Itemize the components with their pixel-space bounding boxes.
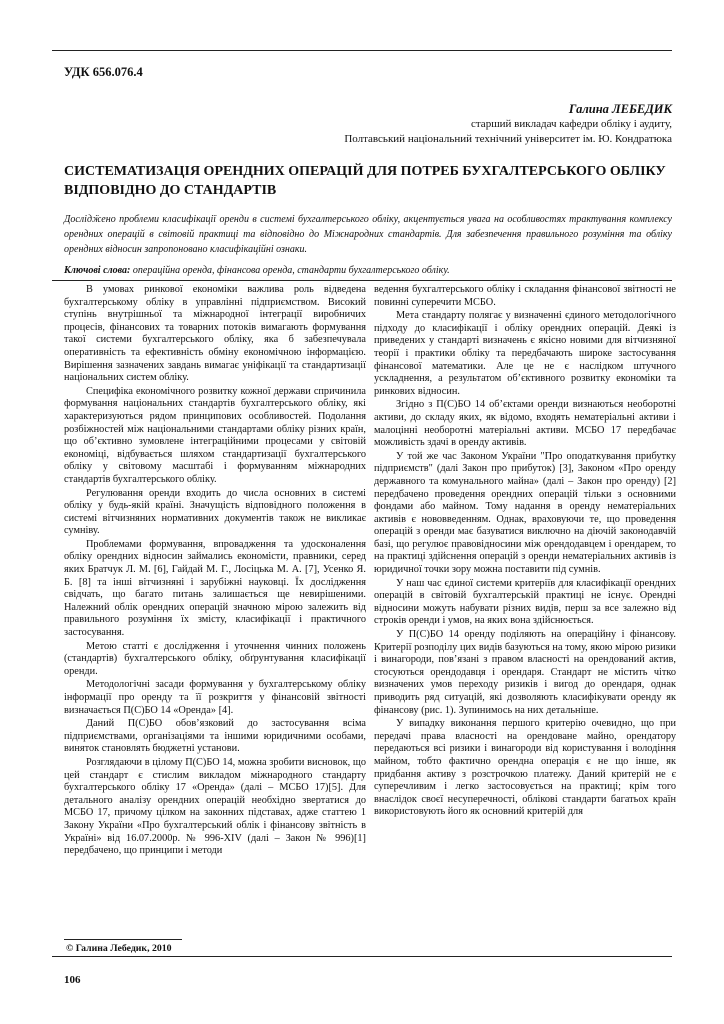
paragraph: У випадку виконання першого критерію очевидно, що при передачі права власності на орендоване майно, орендатору передаються всі ризики і винагороди від користування і володіння майном, тобто фактично орендна операція є не що інше, як придбання активу з розстрочкою платежу. Даний критерій не є суперечливим і легко застосовується на практиці; крім того внаслідок своєї несуперечності, облікові стандарти багатьох країн використовують його як основний критерій для xyxy=(374,718,676,818)
abstract: Дослідӝено проблеми класифікації оренди в системі бухгалтерського обліку, акцентується увага на особливостях трактування комплексу орендних операцій в світовій практиці та відповідно до Міжнародних стандартів. Для забезпечення правильного розуміння та обліку орендних відносин запропоновано класифікаційні ознаки. xyxy=(64,214,672,255)
paragraph: Специфіка економічного розвитку кожної держави спричинила формування національних стандартів бухгалтерського обліку, які характеризуються рядом принципових особливостей. Подолання розбіжностей між національними стандартами обліку різних країн, що об’єктивно зумовлене інтеграційними процесами у світовій економіці, відбувається шляхом стандартизації бухгалтерського обліку у світовому масштабі і формуванням міжнародних стандартів бухгалтерського обліку. xyxy=(64,385,366,485)
paragraph: Проблемами формування, впровадження та удосконалення обліку орендних відносин займались економісти, правники, серед яких Братчук Л. М. [6], Гайдай М. Г., Лосіцька М. А. [7], Усенко Я. Б. [8] та інші вітчизняні і зарубіжні науковці. Їх дослідження свідчать, що багато питань залишається ще невирішеними. Належний облік орендних операцій значною мірою залежить від правильного розуміння їх змісту, класифікації і практичного застосування. xyxy=(64,538,366,639)
udk-code: УДК 656.076.4 xyxy=(64,65,143,79)
paragraph: У той же час Законом України "Про оподаткування прибутку підприємств" (далі Закон про прибуток) [3], Законом «Про оренду державного та комунального майна» (далі – Закон про оренду) [2] передбачено проведення орендних операцій тільки з основними фондами або майном. Тому надання в оренду нематеріальних активів є нововведенням. Однак, враховуючи те, що проведення операцій з оренди має базуватися виключно на діючій законодавчій базі, що регулює правовідносини між орендодавцем і орендарем, то на практиці здійснення операцій з оренди нематеріальних активів із юридичної точки зору можна поставити під сумнів. xyxy=(374,450,676,576)
author-position: старший викладач кафедри обліку і аудиту, xyxy=(470,118,672,130)
paragraph: ведення бухгалтерського обліку і складання фінансової звітності не повинні суперечити МСБО. xyxy=(374,284,676,308)
paragraph: У П(С)БО 14 оренду поділяють на операційну і фінансову. Критерії розподілу цих видів базуються на тому, якою мірою ризики і винагороди, пов’язані з правом власності на орендований актив, стосуються орендодавця і орендаря. Стандарт не містить чітко визначених умов переходу ризиків і вигод до орендаря, однак приводить ряд ситуацій, які дозволяють класифікувати оренду як фінансову (рис. 1). Зупинимось на них детальніше. xyxy=(374,629,676,716)
article-title: СИСТЕМАТИЗАЦІЯ ОРЕНДНИХ ОПЕРАЦІЙ ДЛЯ ПОТРЕБ БУХГАЛТЕРСЬКОГО ОБЛІКУ ВІДПОВІДНО ДО СТАНДАРТІВ xyxy=(64,164,666,198)
keywords xyxy=(64,264,672,278)
body-column-left xyxy=(64,284,366,936)
author-block xyxy=(344,102,672,147)
paragraph: Методологічні засади формування у бухгалтерському обліку інформації про оренду та її розкриття у фінансовій звітності визначається П(С)БО 14 «Оренда» [4]. xyxy=(64,679,366,716)
paragraph: Розглядаючи в цілому П(С)БО 14, можна зробити висновок, що цей стандарт є стислим викладом міжнародного стандарту бухгалтерського обліку 17 «Оренда» (далі – МСБО 17)[5]. Для детального аналізу орендних операцій необхідно звертатися до МСБО 17, причому цілком на законних підставах, адже статтею 1 Закону України «Про бухгалтерський облік і фінансову звітність в Україні» від 16.07.2000р. № 996-XIV (далі – Закон № 996)[1] передбачено, що принципи і методи xyxy=(64,756,366,857)
footer-rule xyxy=(52,956,672,957)
page-number: 106 xyxy=(64,974,81,986)
header-rule xyxy=(52,50,672,51)
paragraph: У наш час єдиної системи критеріїв для класифікації орендних операцій в світовій бухгалтерській практиці не існує. Орендні відносини можуть набувати різних видів, перш за все залежно від строків оренди і умов, на яких вона здійснюється. xyxy=(374,577,676,627)
paragraph: В умовах ринкової економіки важлива роль відведена бухгалтерському обліку в управлінні підприємством. Високий ступінь внутрішньої та міжнародної інтеграції виробничих процесів, фінансових та товарних потоків вимагають формування такої системи бухгалтерського обліку, яка б забезпечувала оперативність та ефективність обміну економічною інформацією. Вирішення зазначених завдань вимагає уніфікації та стандартизації національних систем обліку. xyxy=(64,284,366,384)
paragraph: Даний П(С)БО обов’язковий до застосування всіма підприємствами, організаціями та іншими юридичними особами, виняток становлять бюджетні установи. xyxy=(64,718,366,755)
footnote-rule xyxy=(64,939,182,940)
paragraph: Мета стандарту полягає у визначенні єдиного методологічного підходу до класифікації і обліку орендних операцій. Деякі із приведених у стандарті визначень є якісно новими для вітчизняної теорії і практики обліку та передбачають широке застосування фінансової математики. Але це не є наслідком штучного ускладнення, а результатом об’єктивного розвитку економіки та ринкових відносин. xyxy=(374,310,676,397)
copyright-note: © Галина Лебедик, 2010 xyxy=(66,943,172,954)
keywords-text: операційна оренда, фінансова оренда, стандарти бухгалтерського обліку. xyxy=(130,265,450,276)
body-column-right xyxy=(374,284,676,936)
paragraph: Регулювання оренди входить до числа основних в системі обліку у будь-якій країні. Значущість відповідного положення в системі вітчизняних нормативних документів також не викликає сумніву. xyxy=(64,487,366,537)
author-name: Галина ЛЕБЕДИК xyxy=(568,102,672,116)
keywords-rule xyxy=(52,280,672,281)
keywords-label: Ключові слова: xyxy=(64,265,131,276)
paragraph: Метою статті є дослідження і уточнення чинних положень (стандартів) бухгалтерського обліку, обґрунтування класифікації оренди. xyxy=(64,640,366,677)
author-affiliation: Полтавський національний технічний університет ім. Ю. Кондратюка xyxy=(344,133,672,145)
paragraph: Згідно з П(С)БО 14 об’єктами оренди визнаються необоротні активи, до складу яких, як відомо, входять нематеріальні активи і малоцінні необоротні матеріальні активи. МСБО 17 передбачає можливість здачі в оренду активів. xyxy=(374,399,676,449)
